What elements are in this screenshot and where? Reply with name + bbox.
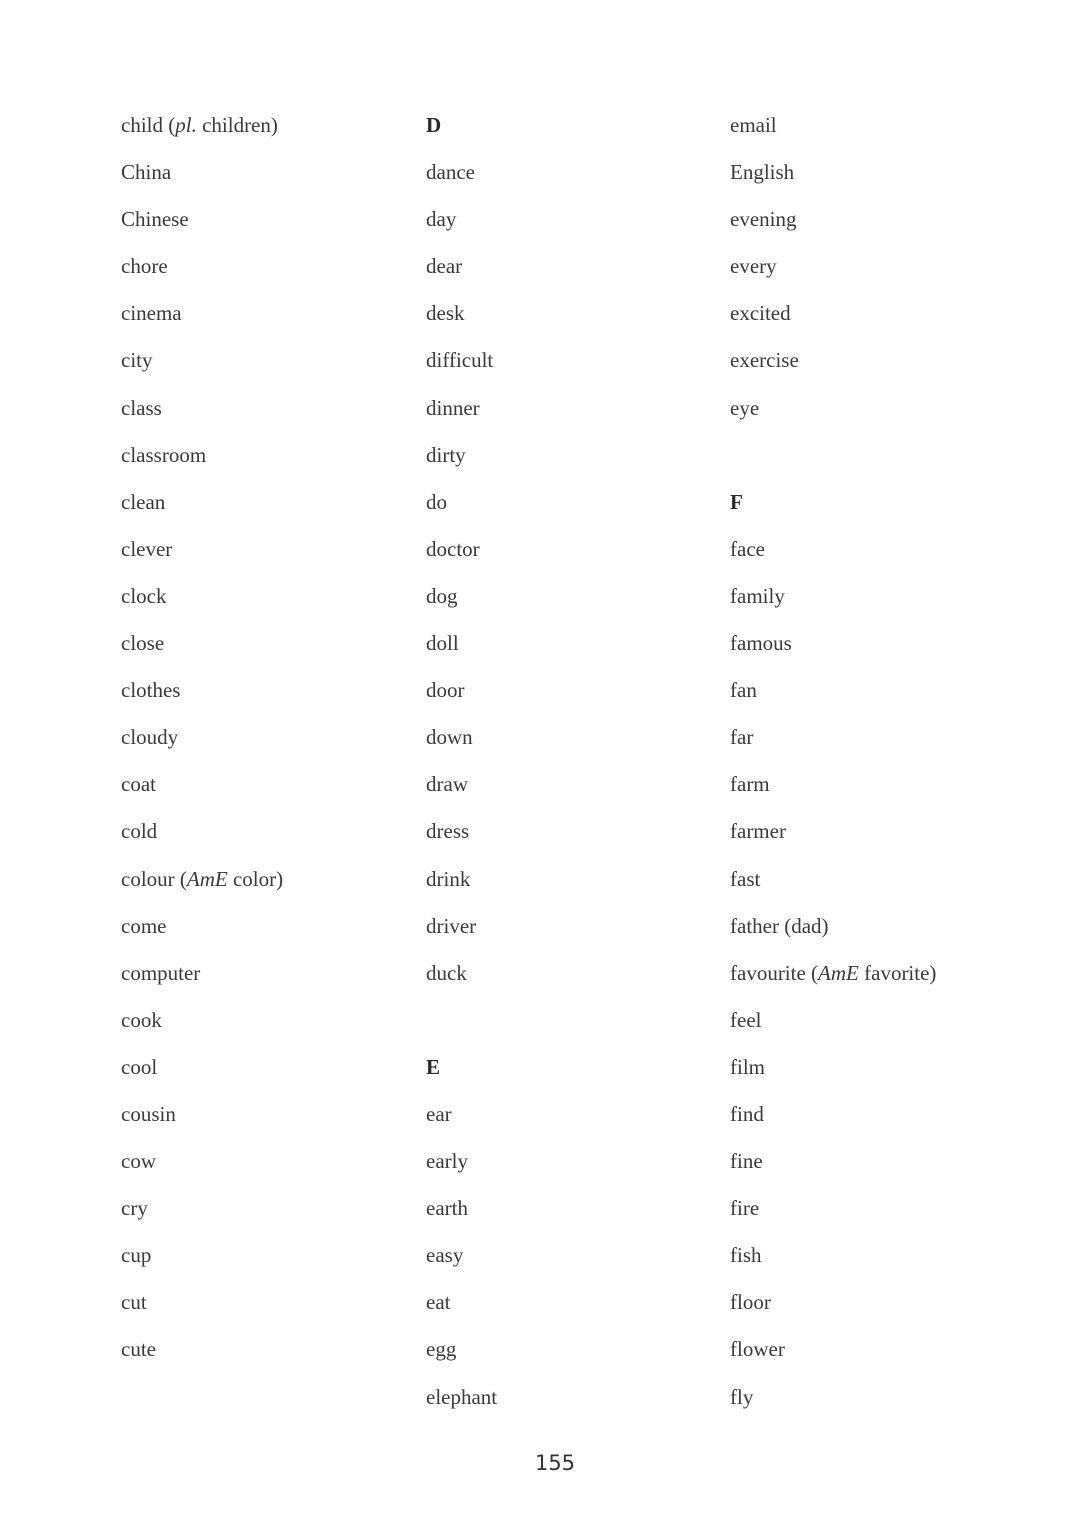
glossary-word: classroom <box>121 442 207 467</box>
glossary-word: cousin <box>121 1101 176 1126</box>
glossary-word: farm <box>730 772 770 797</box>
glossary-word: farmer <box>730 819 786 844</box>
glossary-word: draw <box>426 772 468 797</box>
glossary-word <box>730 956 1070 1003</box>
spacer <box>730 438 1070 485</box>
glossary-word: evening <box>730 207 797 232</box>
glossary-word: Chinese <box>121 207 189 232</box>
page-number: 155 <box>534 1451 576 1475</box>
glossary-word: cook <box>121 1007 162 1032</box>
glossary-word: dance <box>426 160 475 185</box>
glossary-word: dinner <box>426 395 480 420</box>
glossary-word: fast <box>730 866 761 891</box>
glossary-word: egg <box>426 1337 457 1362</box>
glossary-word: down <box>426 725 473 750</box>
glossary-word: face <box>730 536 765 561</box>
glossary-word: ear <box>426 1101 452 1126</box>
glossary-word: every <box>730 254 777 279</box>
glossary-word: excited <box>730 301 791 326</box>
glossary-word: do <box>426 489 447 514</box>
glossary-word: email <box>730 113 777 137</box>
glossary-word: find <box>730 1101 764 1126</box>
glossary-word: film <box>730 1054 765 1079</box>
glossary-word: close <box>121 631 165 656</box>
glossary-word: computer <box>121 960 201 985</box>
glossary-word: early <box>426 1149 468 1174</box>
word-note-italic: AmE <box>186 866 228 891</box>
glossary-word: cut <box>121 1290 147 1315</box>
section-letter-heading: F <box>730 489 743 514</box>
glossary-word: cloudy <box>121 725 179 750</box>
glossary-word: clock <box>121 583 167 608</box>
glossary-word: dirty <box>426 442 466 467</box>
glossary-word: cinema <box>121 301 182 326</box>
glossary-word: dog <box>426 583 458 608</box>
glossary-word: drink <box>426 866 471 891</box>
word-text: favourite ( <box>730 960 819 985</box>
glossary-word: clothes <box>121 678 181 703</box>
word-text: child ( <box>121 113 176 137</box>
glossary-word: chore <box>121 254 168 279</box>
glossary-word: day <box>426 207 457 232</box>
glossary-word: eat <box>426 1290 451 1315</box>
glossary-word: duck <box>426 960 467 985</box>
glossary-word: cry <box>121 1196 148 1221</box>
glossary-word: English <box>730 160 795 185</box>
glossary-word: far <box>730 725 754 750</box>
word-note-italic: pl. <box>175 113 197 137</box>
glossary-word: door <box>426 678 465 703</box>
glossary-word: difficult <box>426 348 494 373</box>
glossary-word: feel <box>730 1007 762 1032</box>
glossary-word: fly <box>730 1384 754 1409</box>
glossary-word: easy <box>426 1243 464 1268</box>
glossary-word: family <box>730 583 785 608</box>
glossary-word: dear <box>426 254 463 279</box>
section-letter-heading: D <box>426 113 442 137</box>
word-column-1 <box>121 108 421 1380</box>
glossary-word: dress <box>426 819 470 844</box>
glossary-word: father (dad) <box>730 913 829 938</box>
word-note-italic: AmE <box>818 960 859 985</box>
glossary-word: cold <box>121 819 158 844</box>
glossary-word: famous <box>730 631 792 656</box>
glossary-word: fan <box>730 678 757 703</box>
glossary-word: come <box>121 913 167 938</box>
word-text-after: color) <box>227 866 284 891</box>
glossary-word: floor <box>730 1290 771 1315</box>
glossary-word: fire <box>730 1196 760 1221</box>
glossary-word: driver <box>426 913 477 938</box>
glossary-word: clean <box>121 489 166 514</box>
glossary-word: fish <box>730 1243 762 1268</box>
glossary-word: desk <box>426 301 465 326</box>
glossary-word: cow <box>121 1149 156 1174</box>
glossary-word: fine <box>730 1149 763 1174</box>
glossary-word: city <box>121 348 153 373</box>
word-column-2 <box>426 108 726 1427</box>
word-column-3 <box>730 108 1070 1427</box>
glossary-word <box>121 862 421 909</box>
glossary-word: elephant <box>426 1384 498 1409</box>
glossary-word: doctor <box>426 536 480 561</box>
glossary-word: earth <box>426 1196 468 1221</box>
glossary-word: clever <box>121 536 173 561</box>
glossary-word: coat <box>121 772 156 797</box>
glossary-word: flower <box>730 1337 785 1362</box>
spacer <box>426 1003 726 1050</box>
section-letter-heading: E <box>426 1054 441 1079</box>
glossary-word: China <box>121 160 172 185</box>
word-text-after: favorite) <box>858 960 937 985</box>
word-text-after: children) <box>196 113 278 137</box>
glossary-word <box>121 108 421 155</box>
glossary-word: cool <box>121 1054 158 1079</box>
word-text: colour ( <box>121 866 187 891</box>
glossary-word: doll <box>426 631 459 656</box>
glossary-word: cute <box>121 1337 156 1362</box>
glossary-word: exercise <box>730 348 799 373</box>
glossary-word: eye <box>730 395 760 420</box>
glossary-word: cup <box>121 1243 152 1268</box>
glossary-word: class <box>121 395 162 420</box>
